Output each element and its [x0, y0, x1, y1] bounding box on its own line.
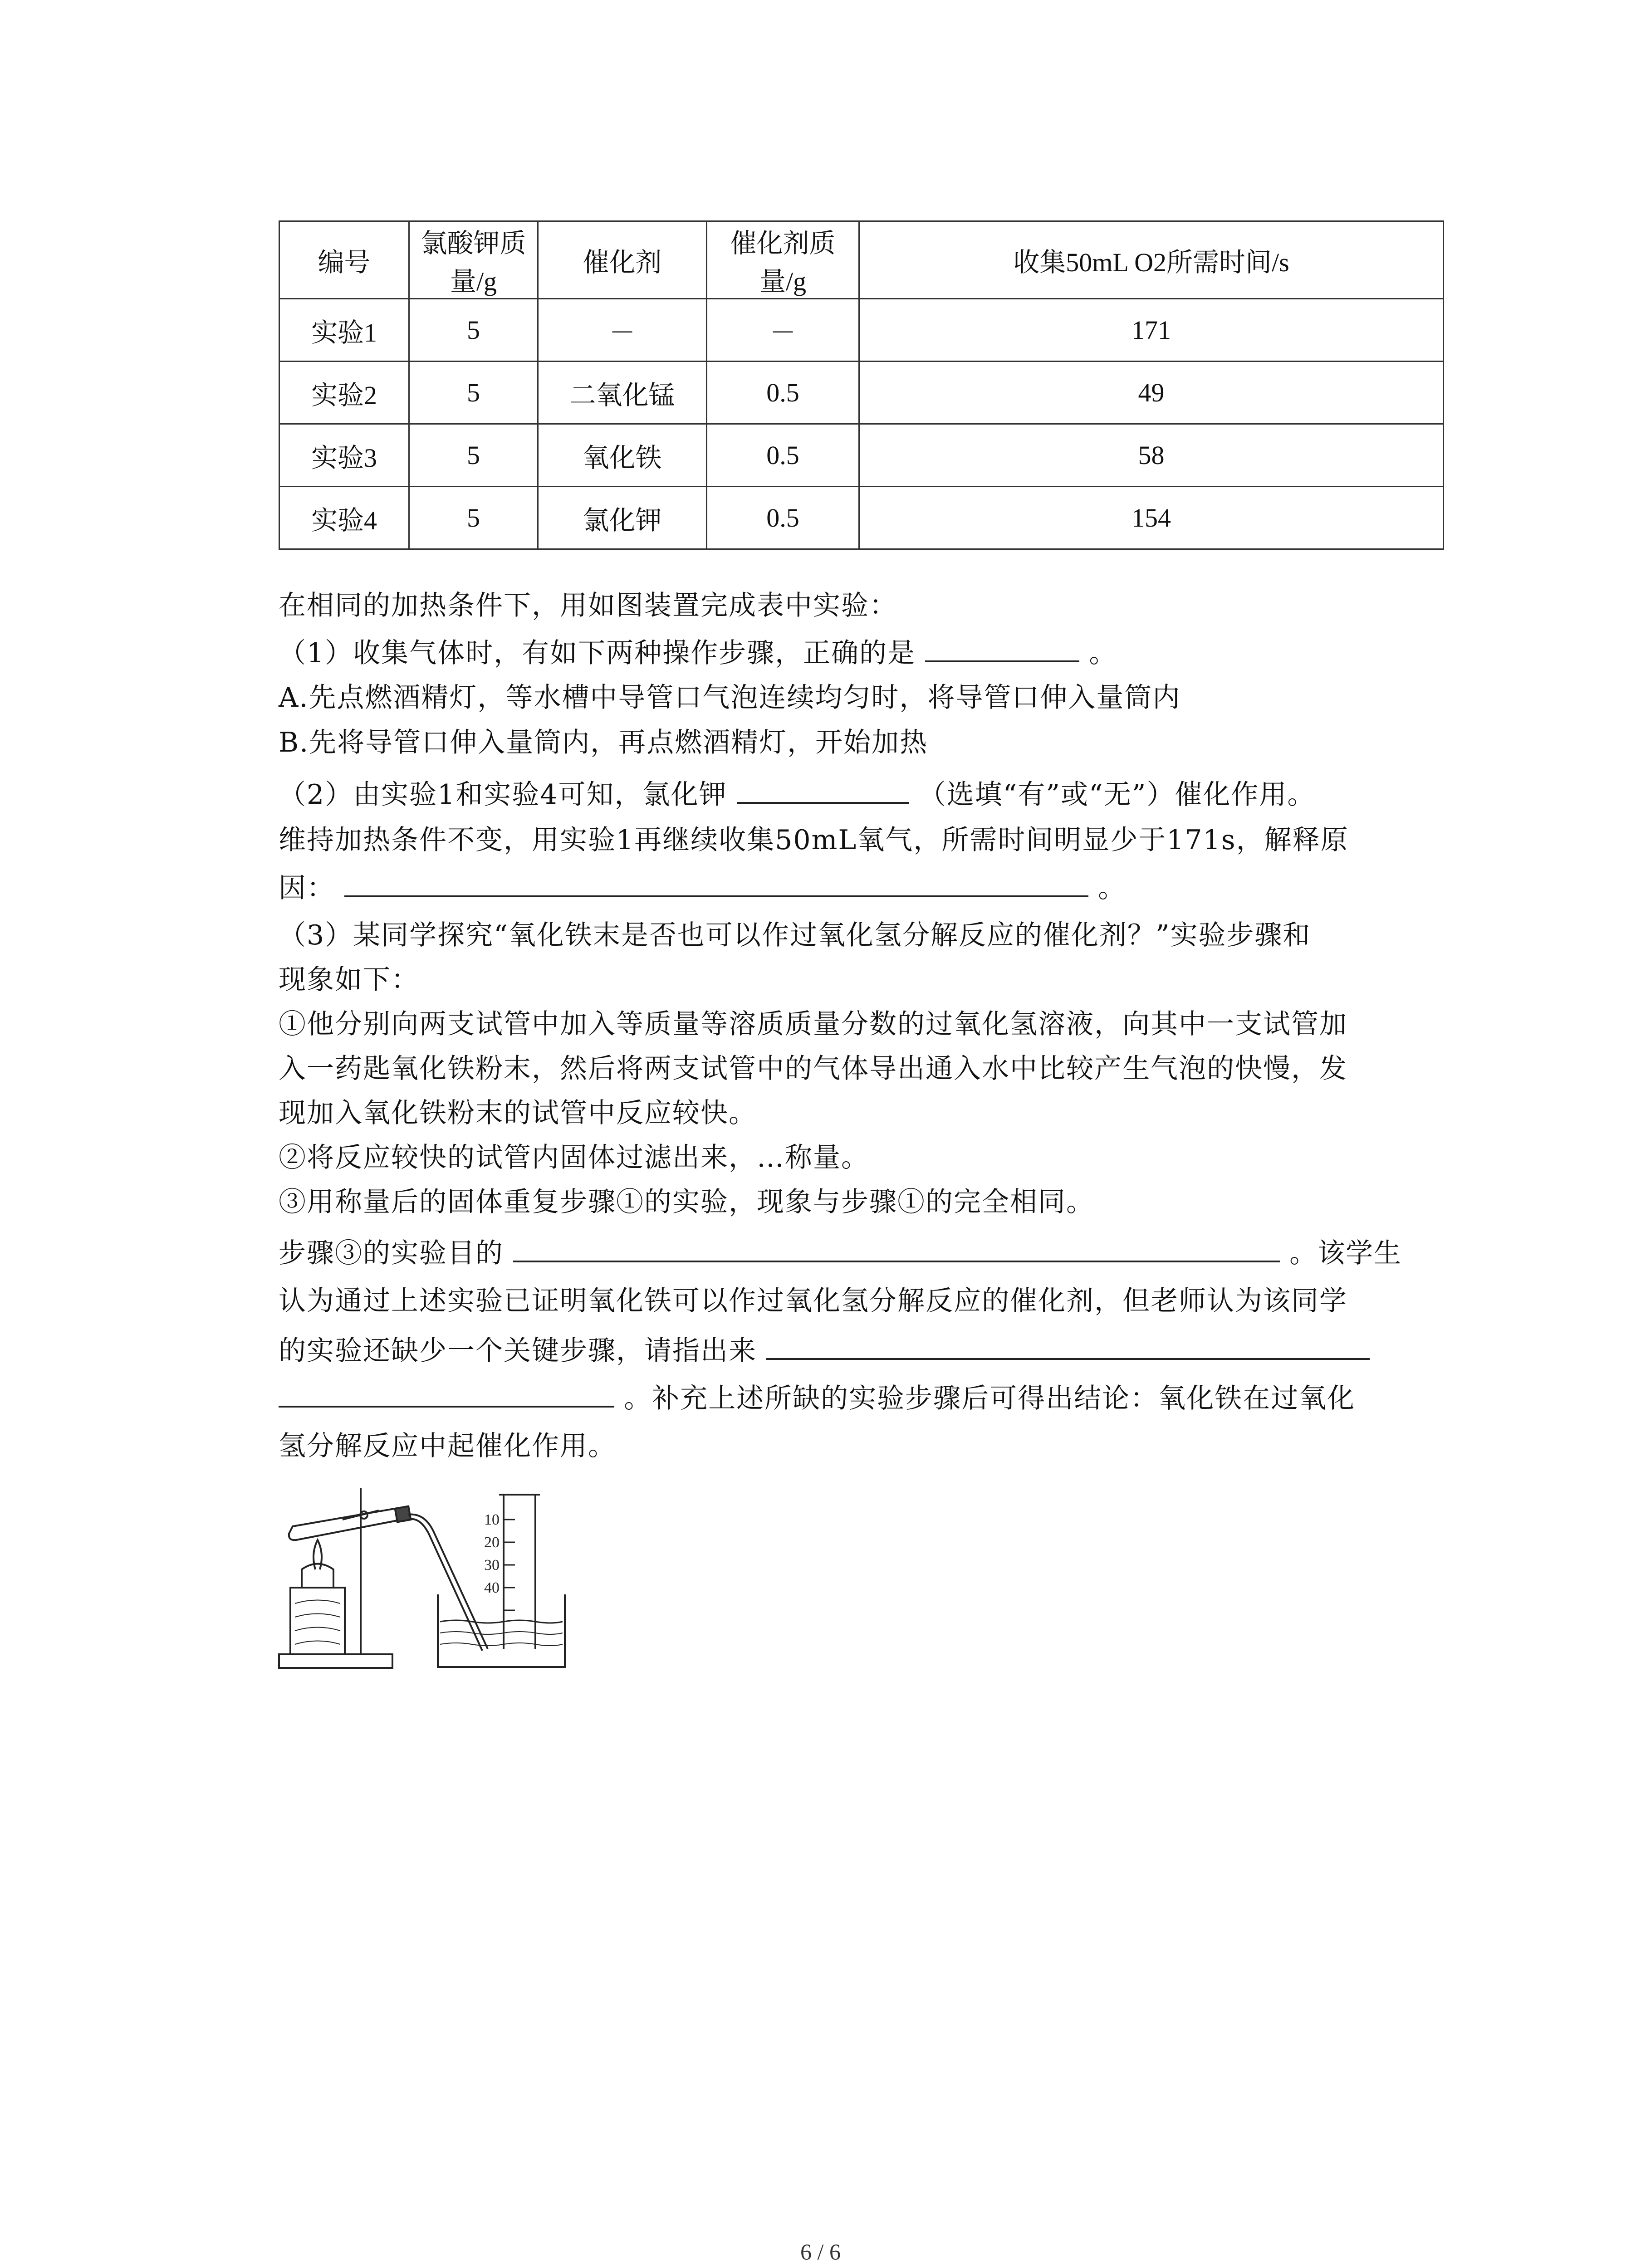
table-cell: 58	[859, 424, 1444, 487]
table-row	[279, 299, 1444, 362]
step-2: ②将反应较快的试管内固体过滤出来，…称量。	[279, 1142, 869, 1173]
table-cell: －	[538, 299, 707, 362]
graduated-cylinder	[499, 1495, 540, 1649]
step-1-line-1: ①他分别向两支试管中加入等质量等溶质质量分数的过氧化氢溶液，向其中一支试管加	[279, 1008, 1347, 1040]
option-a: A.先点燃酒精灯，等水槽中导管口气泡连续均匀时，将导管口伸入量筒内	[279, 682, 1181, 714]
table-cell: 实验1	[279, 299, 409, 362]
table-row	[279, 362, 1444, 424]
delivery-tube-inner	[411, 1519, 482, 1651]
question-2-line-2: 维持加热条件不变，用实验1再继续收集50mL氧气，所需时间明显少于171s，解释原	[279, 824, 1349, 856]
table-row	[279, 424, 1444, 487]
table-cell: 49	[859, 362, 1444, 424]
conclusion-line-1	[279, 1385, 1355, 1412]
table-cell: 0.5	[707, 487, 859, 549]
experiment-table	[279, 220, 1444, 550]
question-2-part-a: （2）由实验1和实验4可知，氯化钾	[279, 779, 727, 811]
header-cell: 收集50mL O2所需时间/s	[859, 221, 1444, 299]
table-cell: 171	[859, 299, 1444, 362]
scale-label: 10	[484, 1511, 500, 1528]
answer-blank-1[interactable]	[925, 657, 1079, 662]
teacher-line-1: 认为通过上述实验已证明氧化铁可以作过氧化氢分解反应的催化剂，但老师认为该同学	[279, 1285, 1347, 1317]
question-2	[279, 779, 1316, 811]
header-cell: 编号	[279, 221, 409, 299]
flame	[314, 1540, 322, 1569]
alcohol-lamp-block	[290, 1588, 345, 1654]
table-cell: 氯化钾	[538, 487, 707, 549]
table-cell: 二氧化锰	[538, 362, 707, 424]
stand-base	[279, 1654, 392, 1668]
scale-label: 40	[484, 1579, 500, 1596]
question-2-reason-label: 因：	[279, 872, 335, 904]
header-cell: 催化剂	[538, 221, 707, 299]
intro-text: 在相同的加热条件下，用如图装置完成表中实验：	[279, 590, 897, 621]
scale-label: 20	[484, 1534, 500, 1551]
answer-blank-2[interactable]	[737, 798, 909, 804]
alcohol-lamp	[302, 1564, 333, 1588]
question-2-part-b: （选填“有”或“无”）催化作用。	[918, 779, 1316, 811]
option-b: B.先将导管口伸入量筒内，再点燃酒精灯，开始加热	[279, 727, 928, 758]
answer-blank-4[interactable]	[513, 1257, 1280, 1262]
table-cell: 氧化铁	[538, 424, 707, 487]
water-trough	[438, 1594, 565, 1667]
step-3: ③用称量后的固体重复步骤①的实验，现象与步骤①的完全相同。	[279, 1186, 1094, 1218]
conclusion-line-2: 氢分解反应中起催化作用。	[279, 1430, 616, 1462]
table-cell: －	[707, 299, 859, 362]
answer-blank-3[interactable]	[344, 892, 1088, 897]
table-cell: 实验3	[279, 424, 409, 487]
scale-label: 30	[484, 1557, 500, 1574]
answer-blank-5[interactable]	[766, 1354, 1370, 1360]
step-1-line-2: 入一药匙氧化铁粉末，然后将两支试管中的气体导出通入水中比较产生气泡的快慢，发	[279, 1053, 1347, 1085]
table-cell: 5	[409, 424, 538, 487]
question-3-line-2: 现象如下：	[279, 964, 419, 996]
table-cell: 实验4	[279, 487, 409, 549]
delivery-tube	[408, 1515, 488, 1649]
question-1-end: 。	[1089, 637, 1117, 669]
table-cell: 5	[409, 487, 538, 549]
table-cell: 5	[409, 362, 538, 424]
test-tube	[289, 1508, 400, 1540]
question-1-text: （1）收集气体时，有如下两种操作步骤，正确的是	[279, 637, 916, 669]
missing-step-label: 的实验还缺少一个关键步骤，请指出来	[279, 1335, 757, 1367]
table-cell: 0.5	[707, 362, 859, 424]
table-cell: 5	[409, 299, 538, 362]
conclusion-text: 。补充上述所缺的实验步骤后可得出结论：氧化铁在过氧化	[624, 1383, 1356, 1414]
answer-blank-5-continued[interactable]	[279, 1402, 614, 1408]
question-2-line-3	[279, 872, 1127, 904]
question-2-reason-end: 。	[1098, 872, 1127, 904]
question-1	[279, 637, 1117, 669]
purpose-end: 。该学生	[1289, 1237, 1402, 1269]
header-cell: 氯酸钾质量/g	[409, 221, 538, 299]
teacher-line-2	[279, 1335, 1370, 1367]
table-header-row	[279, 221, 1444, 299]
header-cell: 催化剂质量/g	[707, 221, 859, 299]
question-3: （3）某同学探究“氧化铁末是否也可以作过氧化氢分解反应的催化剂？”实验步骤和	[279, 919, 1311, 951]
table-row	[279, 487, 1444, 549]
table-cell: 154	[859, 487, 1444, 549]
table-cell: 实验2	[279, 362, 409, 424]
apparatus-figure	[274, 1476, 574, 1676]
purpose-line	[279, 1237, 1402, 1269]
purpose-label: 步骤③的实验目的	[279, 1237, 504, 1269]
table-cell: 0.5	[707, 424, 859, 487]
page-number: 6 / 6	[800, 2239, 841, 2264]
step-1-line-3: 现加入氧化铁粉末的试管中反应较快。	[279, 1097, 757, 1129]
